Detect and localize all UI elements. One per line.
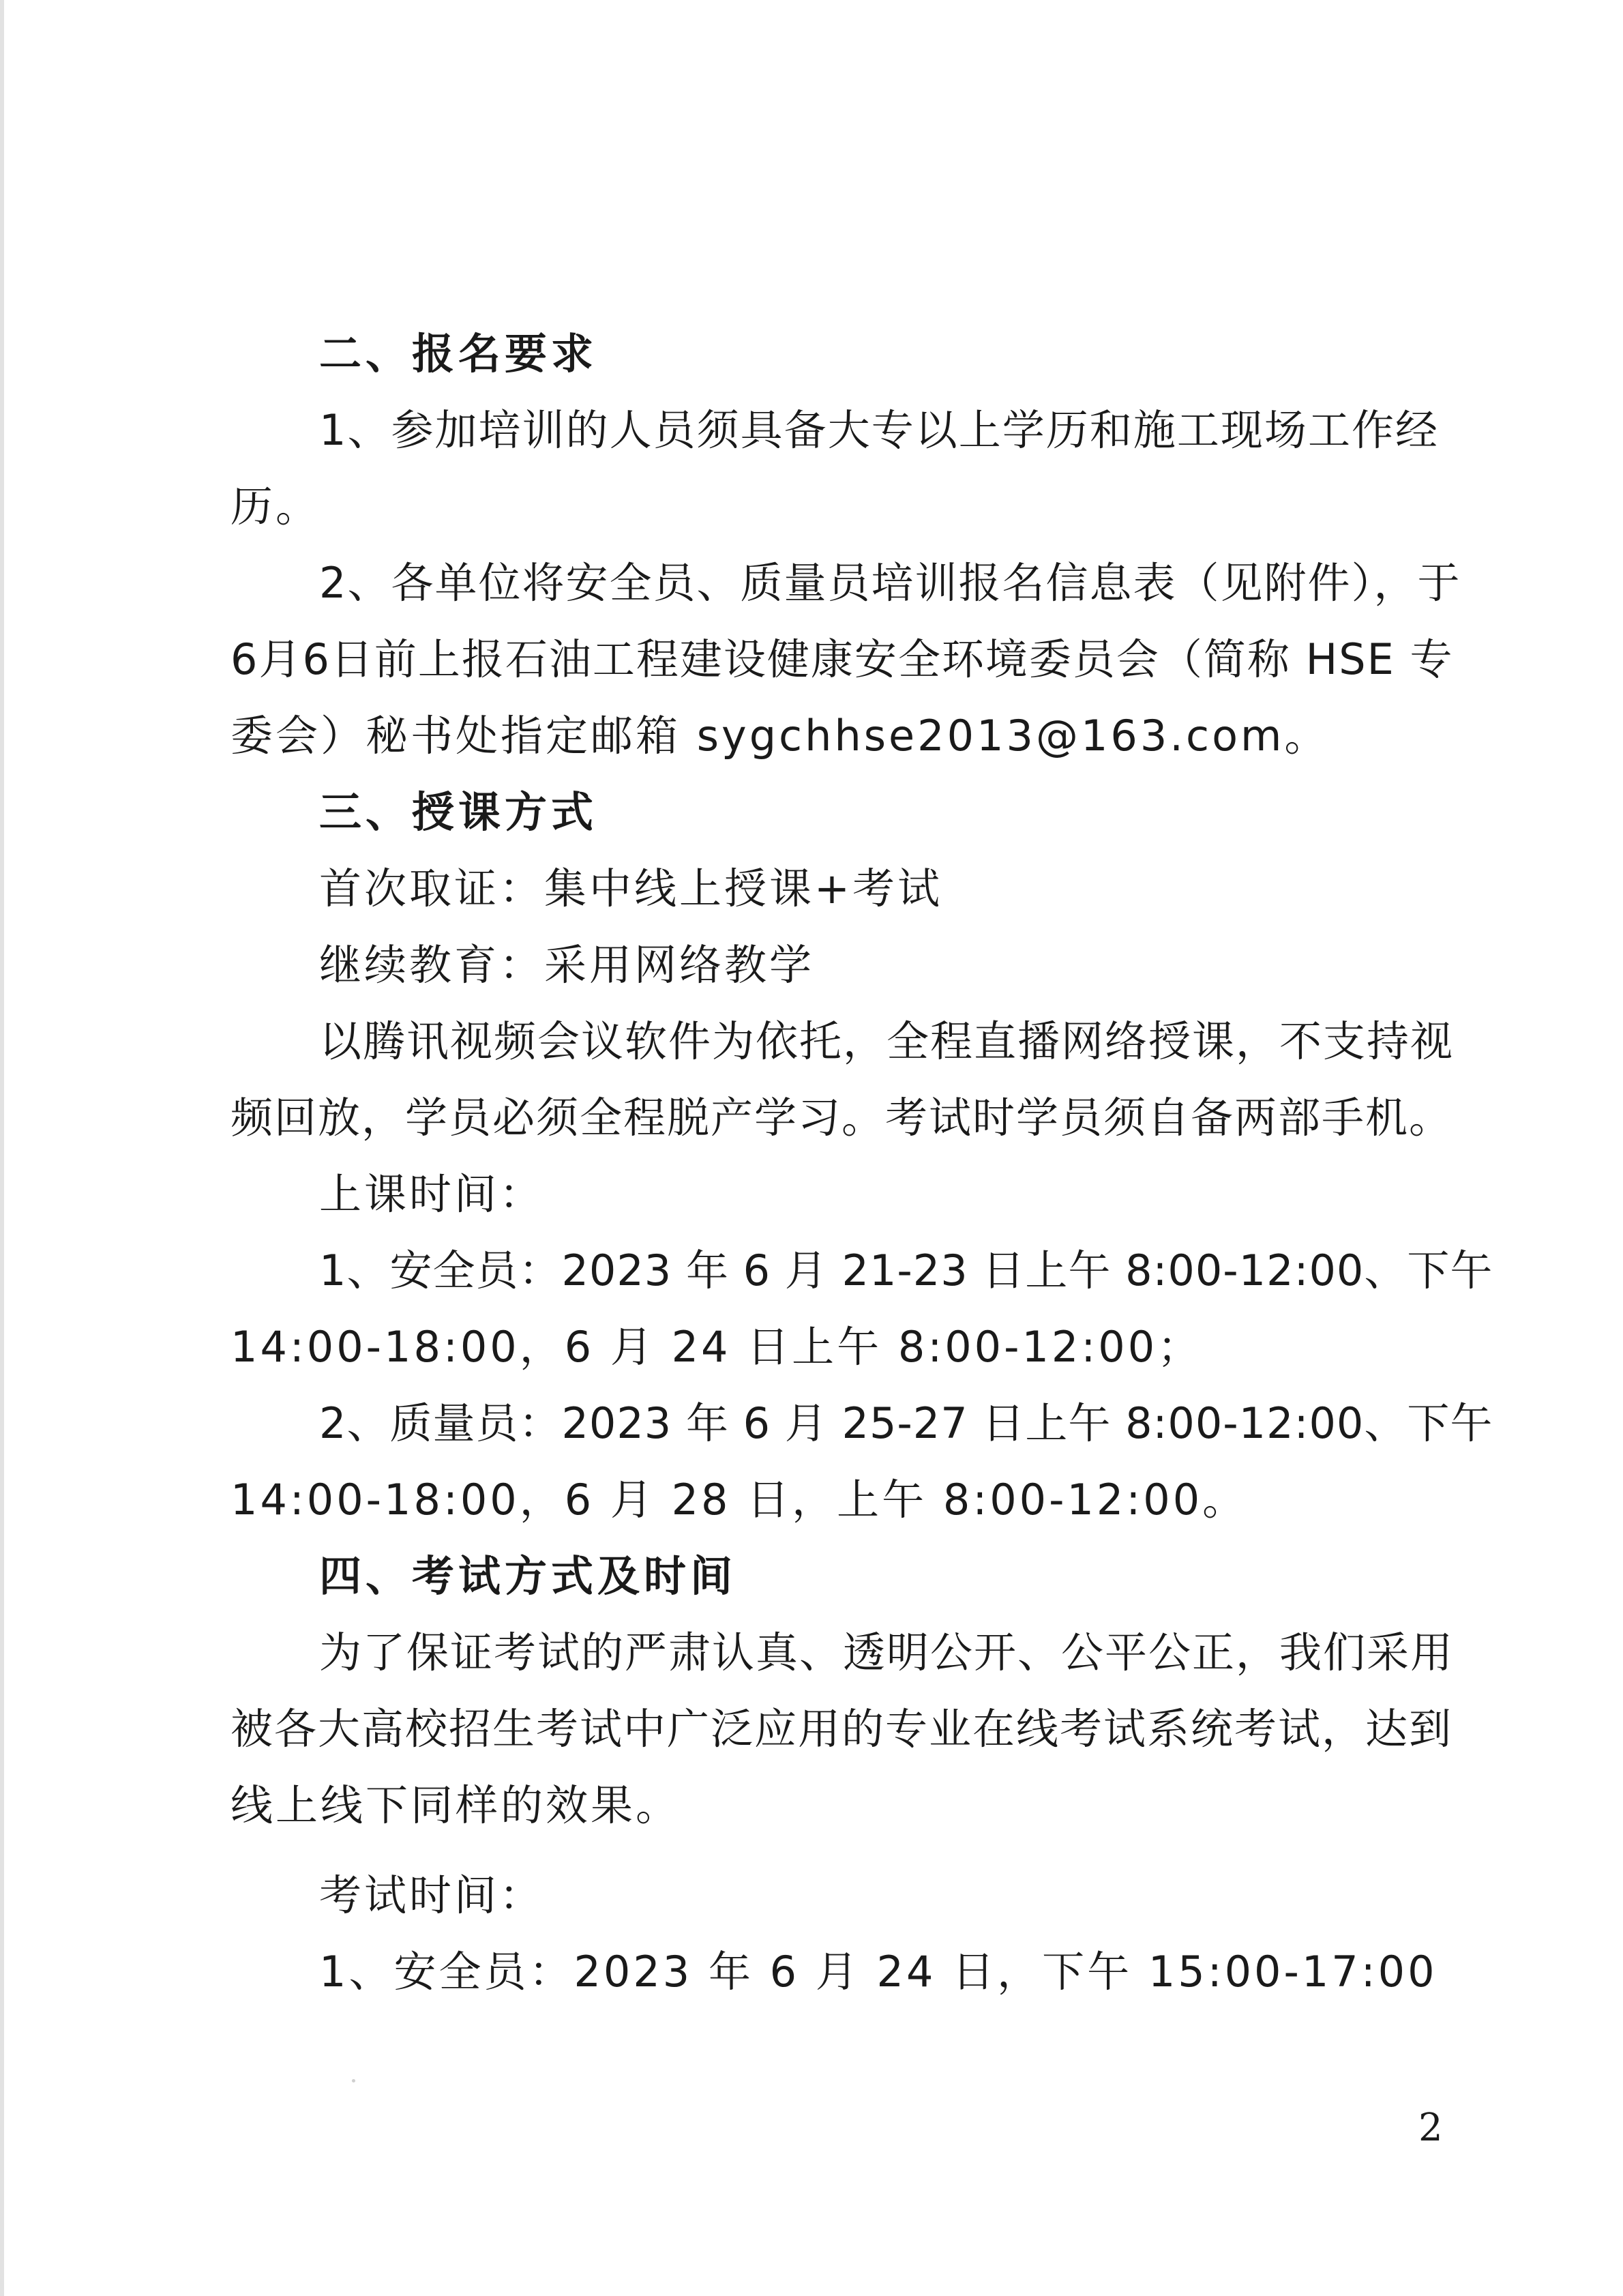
paragraph-line: 考试时间：: [319, 1870, 545, 1920]
page-number: 2: [1418, 2106, 1443, 2150]
section-heading-exam: 四、考试方式及时间: [319, 1551, 737, 1601]
paragraph-line: 以腾讯视频会议软件为依托，全程直播网络授课，不支持视: [319, 1016, 1455, 1066]
paragraph-line: 为了保证考试的严肃认真、透明公开、公平公正，我们采用: [319, 1628, 1455, 1677]
paragraph-line: 6月6日前上报石油工程建设健康安全环境委员会（简称 HSE 专: [230, 634, 1454, 684]
scan-speck: [352, 2079, 355, 2082]
paragraph-line: 上课时间：: [319, 1169, 545, 1219]
paragraph-line: 2、质量员：2023 年 6 月 25-27 日上午 8:00-12:00、下午: [319, 1398, 1493, 1448]
paragraph-line: 14:00-18:00，6 月 24 日上午 8:00-12:00；: [230, 1322, 1203, 1372]
paragraph-line: 2、各单位将安全员、质量员培训报名信息表（见附件），于: [319, 558, 1461, 608]
section-heading-registration: 二、报名要求: [319, 329, 598, 379]
paragraph-line: 继续教育：采用网络教学: [319, 940, 815, 990]
paragraph-line-email: 委会）秘书处指定邮箱 sygchhse2013@163.com。: [230, 711, 1330, 761]
paragraph-line: 1、参加培训的人员须具备大专以上学历和施工现场工作经: [319, 405, 1439, 455]
section-heading-teaching-method: 三、授课方式: [319, 787, 598, 837]
paragraph-line: 频回放，学员必须全程脱产学习。考试时学员须自备两部手机。: [230, 1093, 1453, 1143]
paragraph-line: 被各大高校招生考试中广泛应用的专业在线考试系统考试，达到: [230, 1704, 1453, 1754]
paragraph-line: 1、安全员：2023 年 6 月 21-23 日上午 8:00-12:00、下午: [319, 1246, 1493, 1295]
scan-edge: [0, 0, 4, 2296]
paragraph-line: 14:00-18:00，6 月 28 日，上午 8:00-12:00。: [230, 1475, 1248, 1525]
paragraph-line: 1、安全员：2023 年 6 月 24 日，下午 15:00-17:00: [319, 1947, 1438, 1997]
paragraph-line: 线上线下同样的效果。: [230, 1780, 681, 1830]
paragraph-line: 历。: [230, 482, 321, 531]
paragraph-line: 首次取证：集中线上授课+考试: [319, 864, 942, 913]
